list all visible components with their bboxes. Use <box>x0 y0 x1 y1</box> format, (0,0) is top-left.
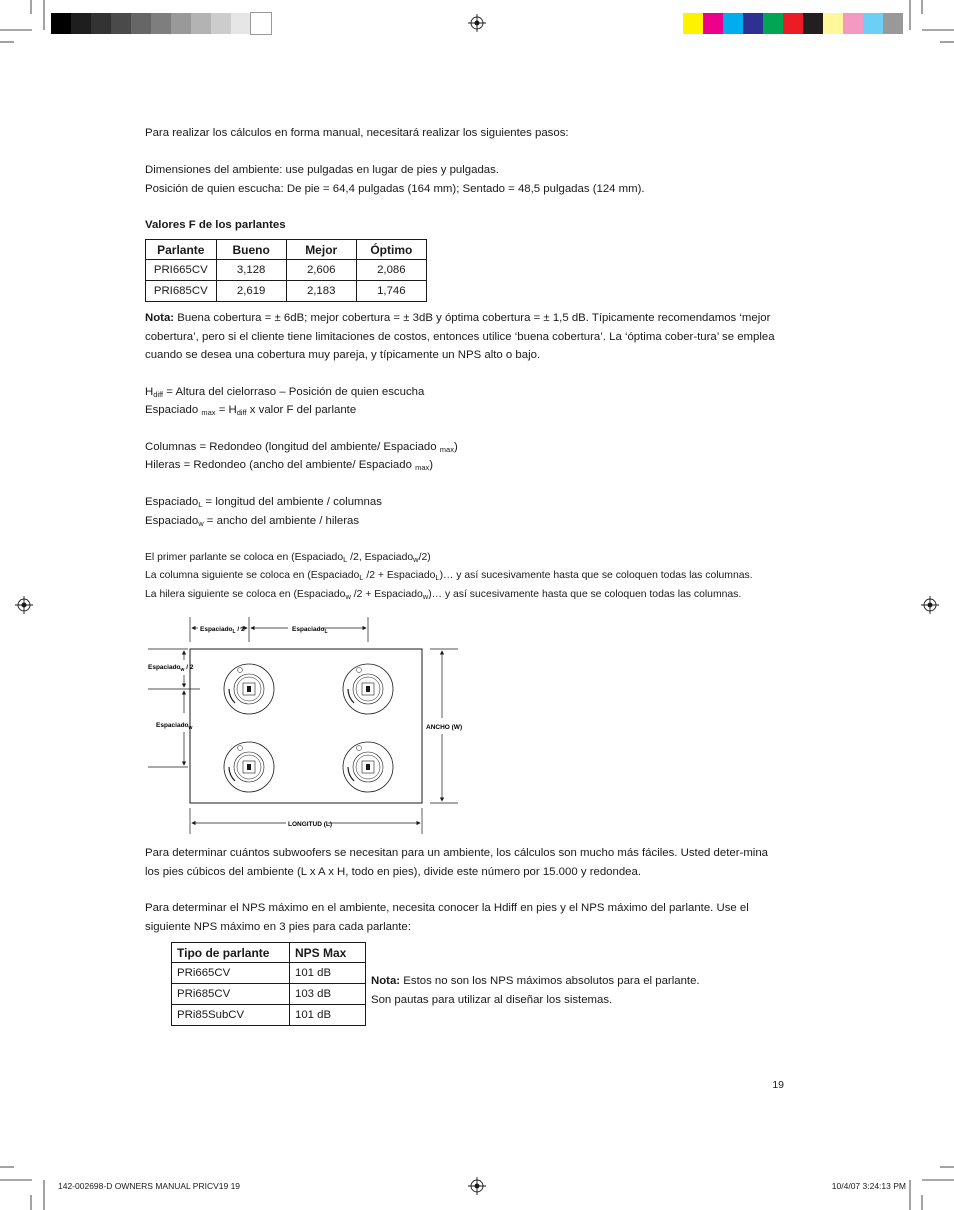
table-header: Parlante <box>146 240 217 260</box>
placement-line-1: El primer parlante se coloca en (Espaciado$_L$ /2, Espaciado$_w$/2) <box>145 552 431 564</box>
table-cell: PRI665CV <box>146 260 217 281</box>
table1-title: Valores F de los parlantes <box>145 219 286 231</box>
table-cell: 2,619 <box>216 281 286 302</box>
table-header: Mejor <box>286 240 356 260</box>
listener-position-line: Posición de quien escucha: De pie = 64,4 pulgadas (164 mm); Sentado = 48,5 pulgadas (124 mm). <box>145 183 645 195</box>
note-label: Nota: <box>371 975 401 987</box>
coverage-note <box>145 309 785 365</box>
table-header: NPS Max <box>290 943 366 963</box>
color-swatch <box>51 13 71 34</box>
table-header: Óptimo <box>356 240 426 260</box>
nps-paragraph: Para determinar el NPS máximo en el ambiente, necesita conocer la Hdiff en pies y el NPS máximo del parlante. Use el siguiente NPS máximo en 3 pies para cada parlante: <box>145 902 749 933</box>
speaker-layout-diagram <box>140 612 480 842</box>
color-swatch <box>863 13 883 34</box>
color-swatch <box>231 13 251 34</box>
spacing-w-formula: Espaciado$_w$ = ancho del ambiente / hileras <box>145 515 360 528</box>
table-cell: 101 dB <box>290 963 366 984</box>
spacing-l-label: Espaciado$_L$ <box>292 626 328 635</box>
page-number: 19 <box>772 1079 784 1091</box>
nps-note: Nota: Estos no son los NPS máximos absolutos para el parlante. Son pautas para utilizar al diseñar los sistemas. <box>371 975 700 1006</box>
placement-line-2: La columna siguiente se coloca en (Espaciado$_L$ /2 + Espaciado$_L$)… y así sucesivamente hasta que se coloquen todas las columnas. <box>145 570 753 582</box>
table-header: Tipo de parlante <box>172 943 290 963</box>
color-swatch <box>683 13 703 34</box>
placement-line-3: La hilera siguiente se coloca en (Espaciado$_w$ /2 + Espaciado$_w$)… y así sucesivamente hasta que se coloquen todas las columnas. <box>145 589 742 601</box>
color-swatch <box>171 13 191 34</box>
table-cell: 1,746 <box>356 281 426 302</box>
table-header-row <box>172 943 366 963</box>
length-label: LONGITUD (L) <box>288 821 333 828</box>
color-swatch <box>803 13 823 34</box>
dimensions-line: Dimensiones del ambiente: use pulgadas en lugar de pies y pulgadas. <box>145 164 499 176</box>
width-label: ANCHO (W) <box>426 724 463 731</box>
hdiff-formula: $H_{diff}$ = Altura del cielorraso – Posición de quien escucha <box>145 386 425 399</box>
color-swatch <box>211 13 231 34</box>
color-swatch <box>71 13 91 34</box>
subwoofer-paragraph: Para determinar cuántos subwoofers se necesitan para un ambiente, los cálculos son mucho más fáciles. Usted deter-mina los pies cúbicos del ambiente (L x A x H, todo en pies), divide este número por 15.000 y redondea. <box>145 847 769 878</box>
color-swatch <box>151 13 171 34</box>
spacing-l-formula: Espaciado$_L$ = longitud del ambiente / columnas <box>145 496 382 509</box>
columns-formula: Columnas = Redondeo (longitud del ambiente/ Espaciado $_{max}$) <box>145 441 458 454</box>
registration-mark-icon <box>15 596 33 614</box>
f-values-table <box>145 239 427 302</box>
color-swatch <box>763 13 783 34</box>
table-cell: PRi685CV <box>172 984 290 1005</box>
color-swatch <box>743 13 763 34</box>
table-cell: PRi85SubCV <box>172 1005 290 1026</box>
speaker-icon <box>224 742 274 792</box>
spacing-l-half-label: Espaciado$_L$ / 2 <box>200 626 245 635</box>
color-swatch <box>251 13 271 34</box>
table-cell: 2,606 <box>286 260 356 281</box>
table-cell: 2,086 <box>356 260 426 281</box>
note-label: Nota: <box>145 312 175 324</box>
speaker-icon <box>343 742 393 792</box>
table-cell: 3,128 <box>216 260 286 281</box>
table-row <box>172 984 366 1005</box>
rows-formula: Hileras = Redondeo (ancho del ambiente/ Espaciado $_{max}$) <box>145 459 434 472</box>
color-swatch <box>703 13 723 34</box>
table-cell: PRI685CV <box>146 281 217 302</box>
spacing-w-half-label: Espaciado$_w$ / 2 <box>148 664 194 673</box>
table-cell: 103 dB <box>290 984 366 1005</box>
registration-mark-icon <box>921 596 939 614</box>
color-swatch <box>131 13 151 34</box>
color-swatch <box>91 13 111 34</box>
intro-text: Para realizar los cálculos en forma manual, necesitará realizar los siguientes pasos: <box>145 127 569 139</box>
nps-max-table <box>171 942 366 1026</box>
color-swatch <box>843 13 863 34</box>
table-row <box>172 1005 366 1026</box>
table-cell: 101 dB <box>290 1005 366 1026</box>
table-row <box>172 963 366 984</box>
footer-file-info: 142-002698-D OWNERS MANUAL PRICV19 19 <box>58 1181 241 1191</box>
table-cell: PRi665CV <box>172 963 290 984</box>
registration-mark-icon <box>468 1177 486 1195</box>
color-swatch <box>783 13 803 34</box>
color-swatch <box>191 13 211 34</box>
table-cell: 2,183 <box>286 281 356 302</box>
table-header-row <box>146 240 427 260</box>
color-swatch <box>823 13 843 34</box>
table-header: Bueno <box>216 240 286 260</box>
spacing-w-label: Espaciado$_w$ <box>156 722 193 731</box>
color-swatch <box>111 13 131 34</box>
color-swatch <box>723 13 743 34</box>
speaker-icon <box>343 664 393 714</box>
footer-timestamp: 10/4/07 3:24:13 PM <box>831 1181 906 1191</box>
note-text: Buena cobertura = ± 6dB; mejor cobertura = ± 3dB y óptima cobertura = ± 1,5 dB. Típicamente recomendamos ‘mejor cobertura’, pero si el cliente tiene limitaciones de costos, entonces utilice ‘buena cobertura’. La ‘óptima cober-tura’ se emplea cuando se desea una cobertura muy pareja, y típicamente un NPS alto o bajo. <box>145 312 775 361</box>
registration-mark-icon <box>468 14 486 32</box>
table-row <box>146 281 427 302</box>
table-row <box>146 260 427 281</box>
spacing-max-formula: Espaciado $_{max} = H_{diff}$ x valor F del parlante <box>145 404 357 417</box>
speaker-icon <box>224 664 274 714</box>
color-swatch <box>883 13 903 34</box>
